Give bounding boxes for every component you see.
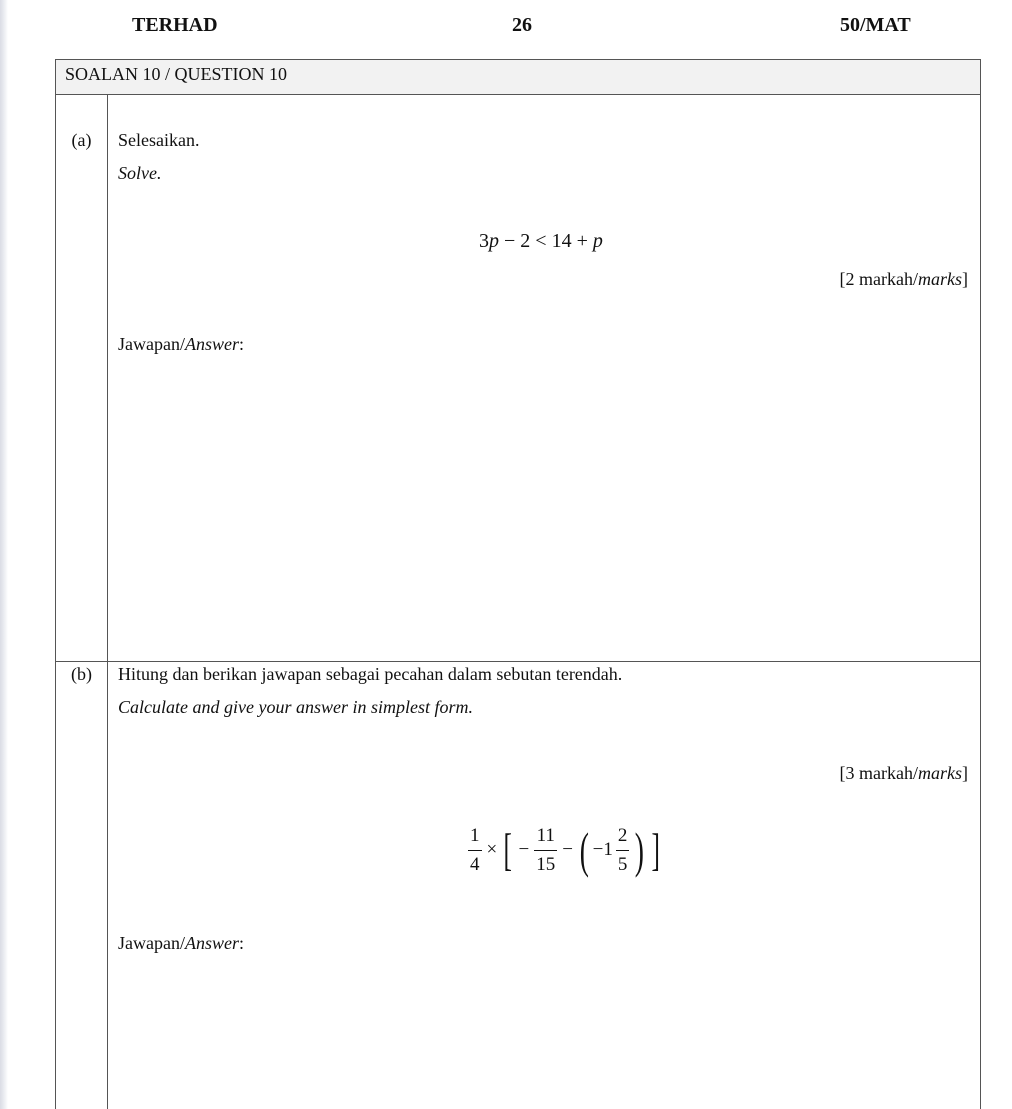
- fraction-numerator: 2: [617, 824, 628, 846]
- right-parenthesis: ): [635, 822, 645, 878]
- equation-coefficient: 3: [479, 230, 489, 252]
- question-table: [55, 59, 981, 1109]
- column-divider: [107, 95, 108, 1109]
- fraction-numerator: 11: [536, 824, 555, 846]
- equation-minus-less: − 2 <: [504, 230, 547, 252]
- answer-prefix: Jawapan/: [118, 334, 185, 354]
- page-edge-shadow: [0, 0, 8, 1109]
- header-paper-code: 50/MAT: [840, 14, 911, 36]
- equation-variable-rhs: p: [592, 230, 603, 252]
- header-classification: TERHAD: [132, 14, 218, 36]
- right-bracket: ]: [651, 824, 660, 875]
- fraction-eleven-fifteenths: [534, 825, 557, 876]
- fraction-one-quarter: [468, 825, 482, 876]
- part-b-expression: [466, 815, 663, 885]
- fraction-two-fifths: [616, 825, 630, 876]
- part-a-marks: [840, 269, 968, 290]
- part-b-marks: [840, 763, 968, 784]
- part-b-answer-label: [118, 933, 244, 954]
- part-b-label: (b): [71, 664, 92, 684]
- times-sign: ×: [486, 839, 498, 860]
- fraction-bar: [616, 850, 630, 851]
- left-parenthesis: (: [579, 822, 589, 878]
- negative-sign: −: [518, 839, 530, 860]
- page-header: [0, 12, 1012, 42]
- answer-prefix: Jawapan/: [118, 933, 185, 953]
- part-divider: [56, 661, 980, 662]
- part-b-instruction-en: Calculate and give your answer in simplest form.: [118, 697, 473, 717]
- fraction-numerator: 1: [470, 824, 480, 846]
- part-b-instruction-ms: Hitung dan berikan jawapan sebagai pecahan dalam sebutan terendah.: [118, 664, 623, 684]
- mixed-number-whole: −1: [592, 839, 613, 860]
- marks-word: marks: [918, 269, 962, 289]
- part-a-equation: [479, 230, 603, 253]
- marks-suffix: ]: [962, 763, 968, 783]
- part-a-instruction-en: Solve.: [118, 163, 162, 183]
- fraction-denominator: 15: [536, 853, 556, 875]
- equation-rhs: 14 +: [551, 230, 588, 252]
- part-a-instruction-ms: Selesaikan.: [118, 130, 200, 150]
- fraction-bar: [534, 850, 557, 851]
- left-bracket: [: [503, 824, 513, 875]
- fraction-bar: [468, 850, 482, 851]
- answer-suffix: :: [238, 334, 244, 354]
- fraction-denominator: 4: [470, 853, 480, 875]
- marks-prefix: [3 markah/: [839, 763, 918, 783]
- answer-word: Answer: [184, 933, 239, 953]
- marks-word: marks: [918, 763, 962, 783]
- answer-suffix: :: [238, 933, 244, 953]
- question-title: SOALAN 10 / QUESTION 10: [56, 60, 980, 95]
- marks-suffix: ]: [962, 269, 968, 289]
- answer-word: Answer: [184, 334, 239, 354]
- marks-prefix: [2 markah/: [839, 269, 918, 289]
- minus-sign: −: [562, 839, 573, 860]
- part-a-answer-label: [118, 334, 244, 355]
- fraction-denominator: 5: [617, 853, 628, 875]
- header-page-number: 26: [512, 14, 532, 36]
- equation-variable: p: [489, 230, 499, 252]
- part-a-label: (a): [71, 130, 92, 150]
